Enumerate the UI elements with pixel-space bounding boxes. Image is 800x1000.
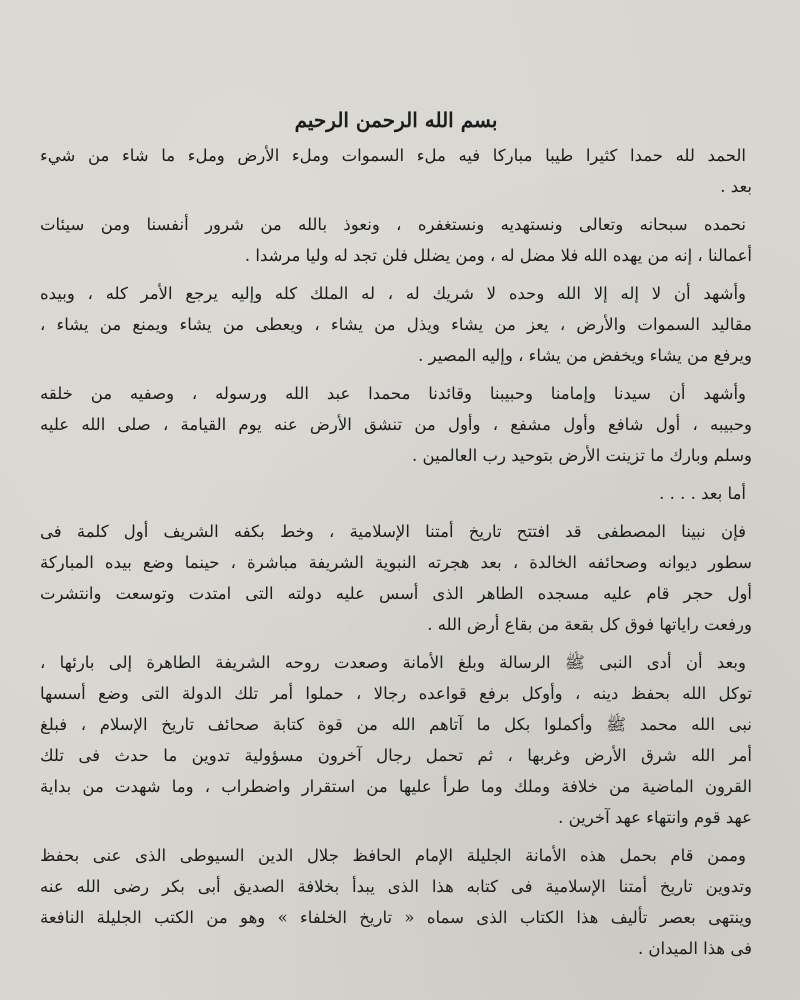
- page-title: بسم الله الرحمن الرحيم: [294, 108, 498, 132]
- paragraph-line: وسلم وبارك ما تزينت الأرض بتوحيد رب العالمين .: [412, 446, 752, 465]
- paragraph-line: الحمد لله حمدا كثيرا طيبا مباركا فيه ملء السموات وملء الأرض وملء ما شاء من شيء: [40, 146, 746, 165]
- paragraph-testimony-prophet: [40, 378, 752, 471]
- paragraph-line: ويرفع من يشاء ويخفض من يشاء ، وإليه المصير .: [418, 346, 752, 365]
- paragraph-line: مقاليد السموات والأرض ، يعز من يشاء ويذل من يشاء ، ويعطى من يشاء ويمنع من يشاء ،: [40, 315, 752, 334]
- paragraph-amma-baad: [40, 478, 752, 509]
- paragraph-line: فإن نبينا المصطفى قد افتتح تاريخ أمتنا الإسلامية ، وخط بكفه الشريف أول كلمة فى: [40, 522, 746, 541]
- paragraph-line: عهد قوم وانتهاء عهد آخرين .: [558, 808, 752, 827]
- paragraph-line: أول حجر قام عليه مسجده الطاهر الذى أسس عليه دولته التى امتدت وتوسعت وانتشرت: [40, 584, 752, 603]
- paragraph-line: نحمده سبحانه وتعالى ونستهديه ونستغفره ، ونعوذ بالله من شرور أنفسنا ومن سيئات: [40, 215, 746, 234]
- paragraph-praise: [40, 140, 752, 202]
- paragraph-line: أمر الله شرق الأرض وغربها ، ثم تحمل رجال آخرون مسؤولية تدوين ما حدث فى تلك: [40, 746, 752, 765]
- paragraph-line: نبى الله محمد ﷺ وأكملوا بكل ما آتاهم الله من قوة كتابة صحائف تاريخ الإسلام ، فبلغ: [40, 715, 752, 734]
- paragraph-line: توكل الله بحفظ دينه ، وأوكل برفع قواعده رجالا ، حملوا أمر تلك الدولة التى وضع أسسها: [40, 684, 752, 703]
- paragraph-suyuti: [40, 840, 752, 964]
- paragraph-line: وأشهد أن سيدنا وإمامنا وحبيبنا وقائدنا محمدا عبد الله ورسوله ، وصفيه من خلقه: [40, 384, 746, 403]
- paragraph-line: أما بعد . . . .: [659, 484, 746, 503]
- paragraph-line: وبعد أن أدى النبى ﷺ الرسالة وبلغ الأمانة وصعدت روحه الشريفة الطاهرة إلى بارئها ،: [40, 653, 746, 672]
- paragraph-line: وينتهى بعصر تأليف هذا الكتاب الذى سماه « تاريخ الخلفاء » وهو من الكتب الجليلة النافعة: [40, 908, 752, 927]
- paragraph-line: وأشهد أن لا إله إلا الله وحده لا شريك له ، له الملك كله وإليه يرجع الأمر كله ، وبيده: [40, 284, 746, 303]
- paragraph-history-beginning: [40, 516, 752, 640]
- paragraph-after-prophet: [40, 647, 752, 833]
- paragraph-line: أعمالنا ، إنه من يهده الله فلا مضل له ، ومن يضلل فلن تجد له وليا مرشدا .: [244, 246, 752, 265]
- paragraph-line: وممن قام بحمل هذه الأمانة الجليلة الإمام الحافظ جلال الدين السيوطى الذى عنى بحفظ: [40, 846, 746, 865]
- paragraph-line: القرون الماضية من خلافة وملك وما طرأ عليها من استقرار واضطراب ، وما شهدت من بداية: [40, 777, 752, 796]
- paragraph-line: فى هذا الميدان .: [637, 939, 752, 958]
- paragraph-line: وتدوين تاريخ أمتنا الإسلامية فى كتابه هذا الذى يبدأ بخلافة الصديق أبى بكر رضى الله عنه: [40, 877, 752, 896]
- paragraph-line: بعد .: [720, 177, 752, 196]
- paragraph-testimony-oneness: [40, 278, 752, 371]
- paragraph-line: وحبيبه ، أول شافع وأول مشفع ، وأول من تنشق الأرض عنه يوم القيامة ، صلى الله عليه: [40, 415, 752, 434]
- paragraph-line: سطور ديوانه وصحائفه الخالدة ، بعد هجرته النبوية الشريفة مباشرة ، حينما وضع بيده المباركة: [40, 553, 752, 572]
- paragraph-line: ورفعت راياتها فوق كل بقعة من بقاع أرض الله .: [427, 615, 752, 634]
- paragraph-seeking-guidance: [40, 209, 752, 271]
